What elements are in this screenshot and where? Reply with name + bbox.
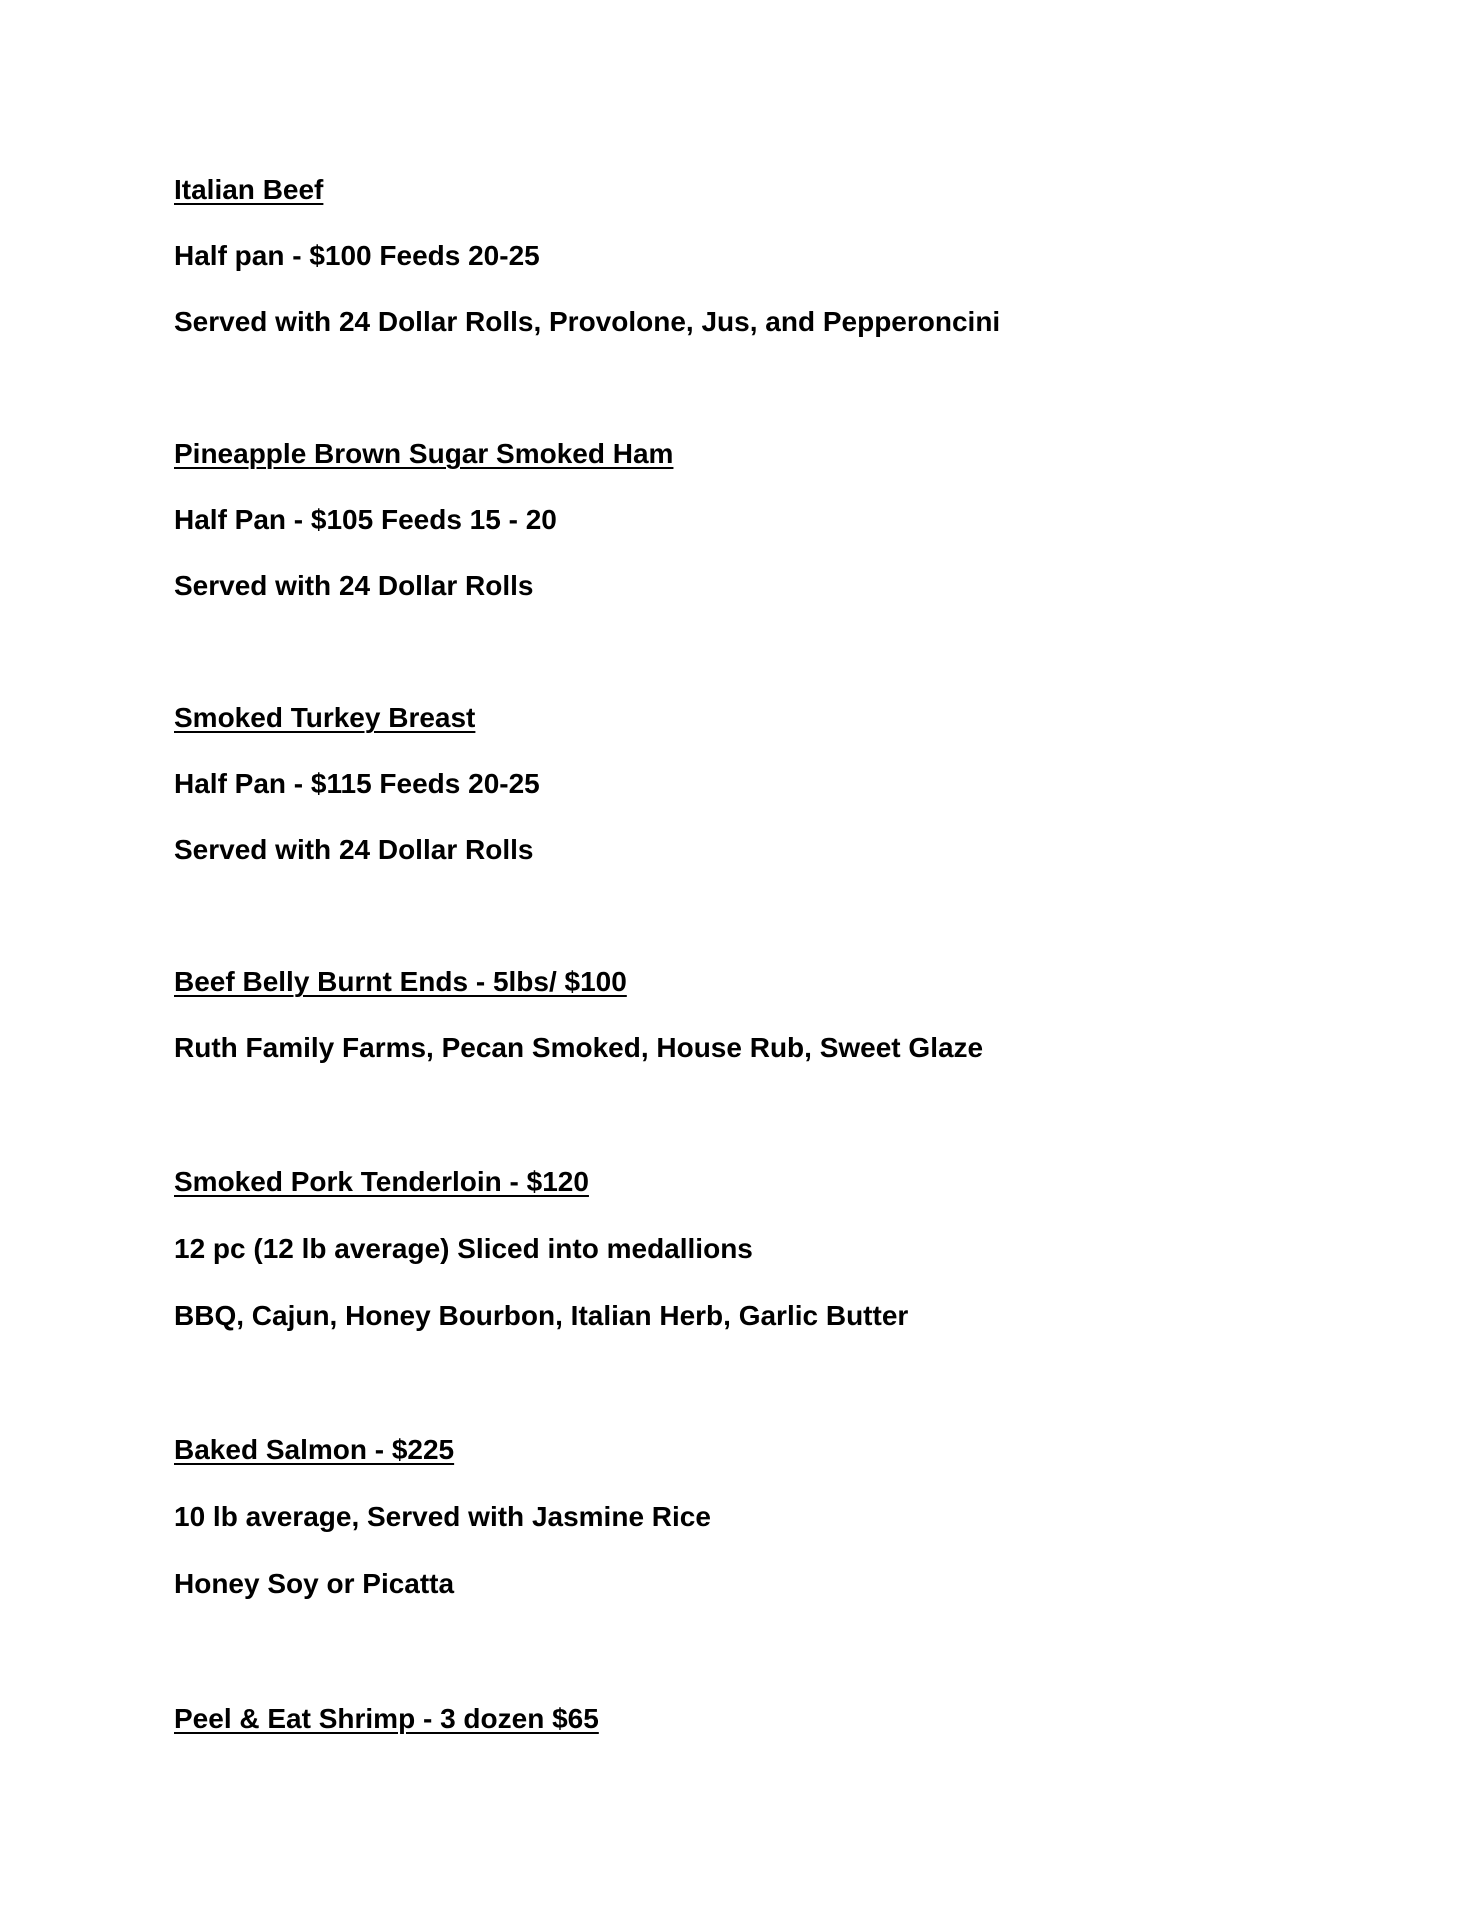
item-detail: Served with 24 Dollar Rolls xyxy=(174,834,534,865)
item-title-baked-salmon: Baked Salmon - $225 xyxy=(174,1434,455,1465)
item-detail: BBQ, Cajun, Honey Bourbon, Italian Herb, Garlic Butter xyxy=(174,1300,909,1331)
item-detail: Honey Soy or Picatta xyxy=(174,1568,455,1599)
item-title-smoked-turkey: Smoked Turkey Breast xyxy=(174,702,476,733)
item-title-shrimp: Peel & Eat Shrimp - 3 dozen $65 xyxy=(174,1703,599,1734)
item-title-burnt-ends: Beef Belly Burnt Ends - 5lbs/ $100 xyxy=(174,966,627,997)
item-detail: Half pan - $100 Feeds 20-25 xyxy=(174,240,540,271)
item-title-smoked-ham: Pineapple Brown Sugar Smoked Ham xyxy=(174,438,674,469)
item-detail: Half Pan - $115 Feeds 20-25 xyxy=(174,768,540,799)
item-detail: Ruth Family Farms, Pecan Smoked, House Rub, Sweet Glaze xyxy=(174,1032,984,1063)
item-title-pork-tenderloin: Smoked Pork Tenderloin - $120 xyxy=(174,1166,589,1197)
item-detail: Half Pan - $105 Feeds 15 - 20 xyxy=(174,504,557,535)
item-detail: Served with 24 Dollar Rolls, Provolone, Jus, and Pepperoncini xyxy=(174,306,1001,337)
item-detail: 10 lb average, Served with Jasmine Rice xyxy=(174,1501,711,1532)
item-detail: 12 pc (12 lb average) Sliced into medallions xyxy=(174,1233,753,1264)
item-title-italian-beef: Italian Beef xyxy=(174,174,324,205)
item-detail: Served with 24 Dollar Rolls xyxy=(174,570,534,601)
